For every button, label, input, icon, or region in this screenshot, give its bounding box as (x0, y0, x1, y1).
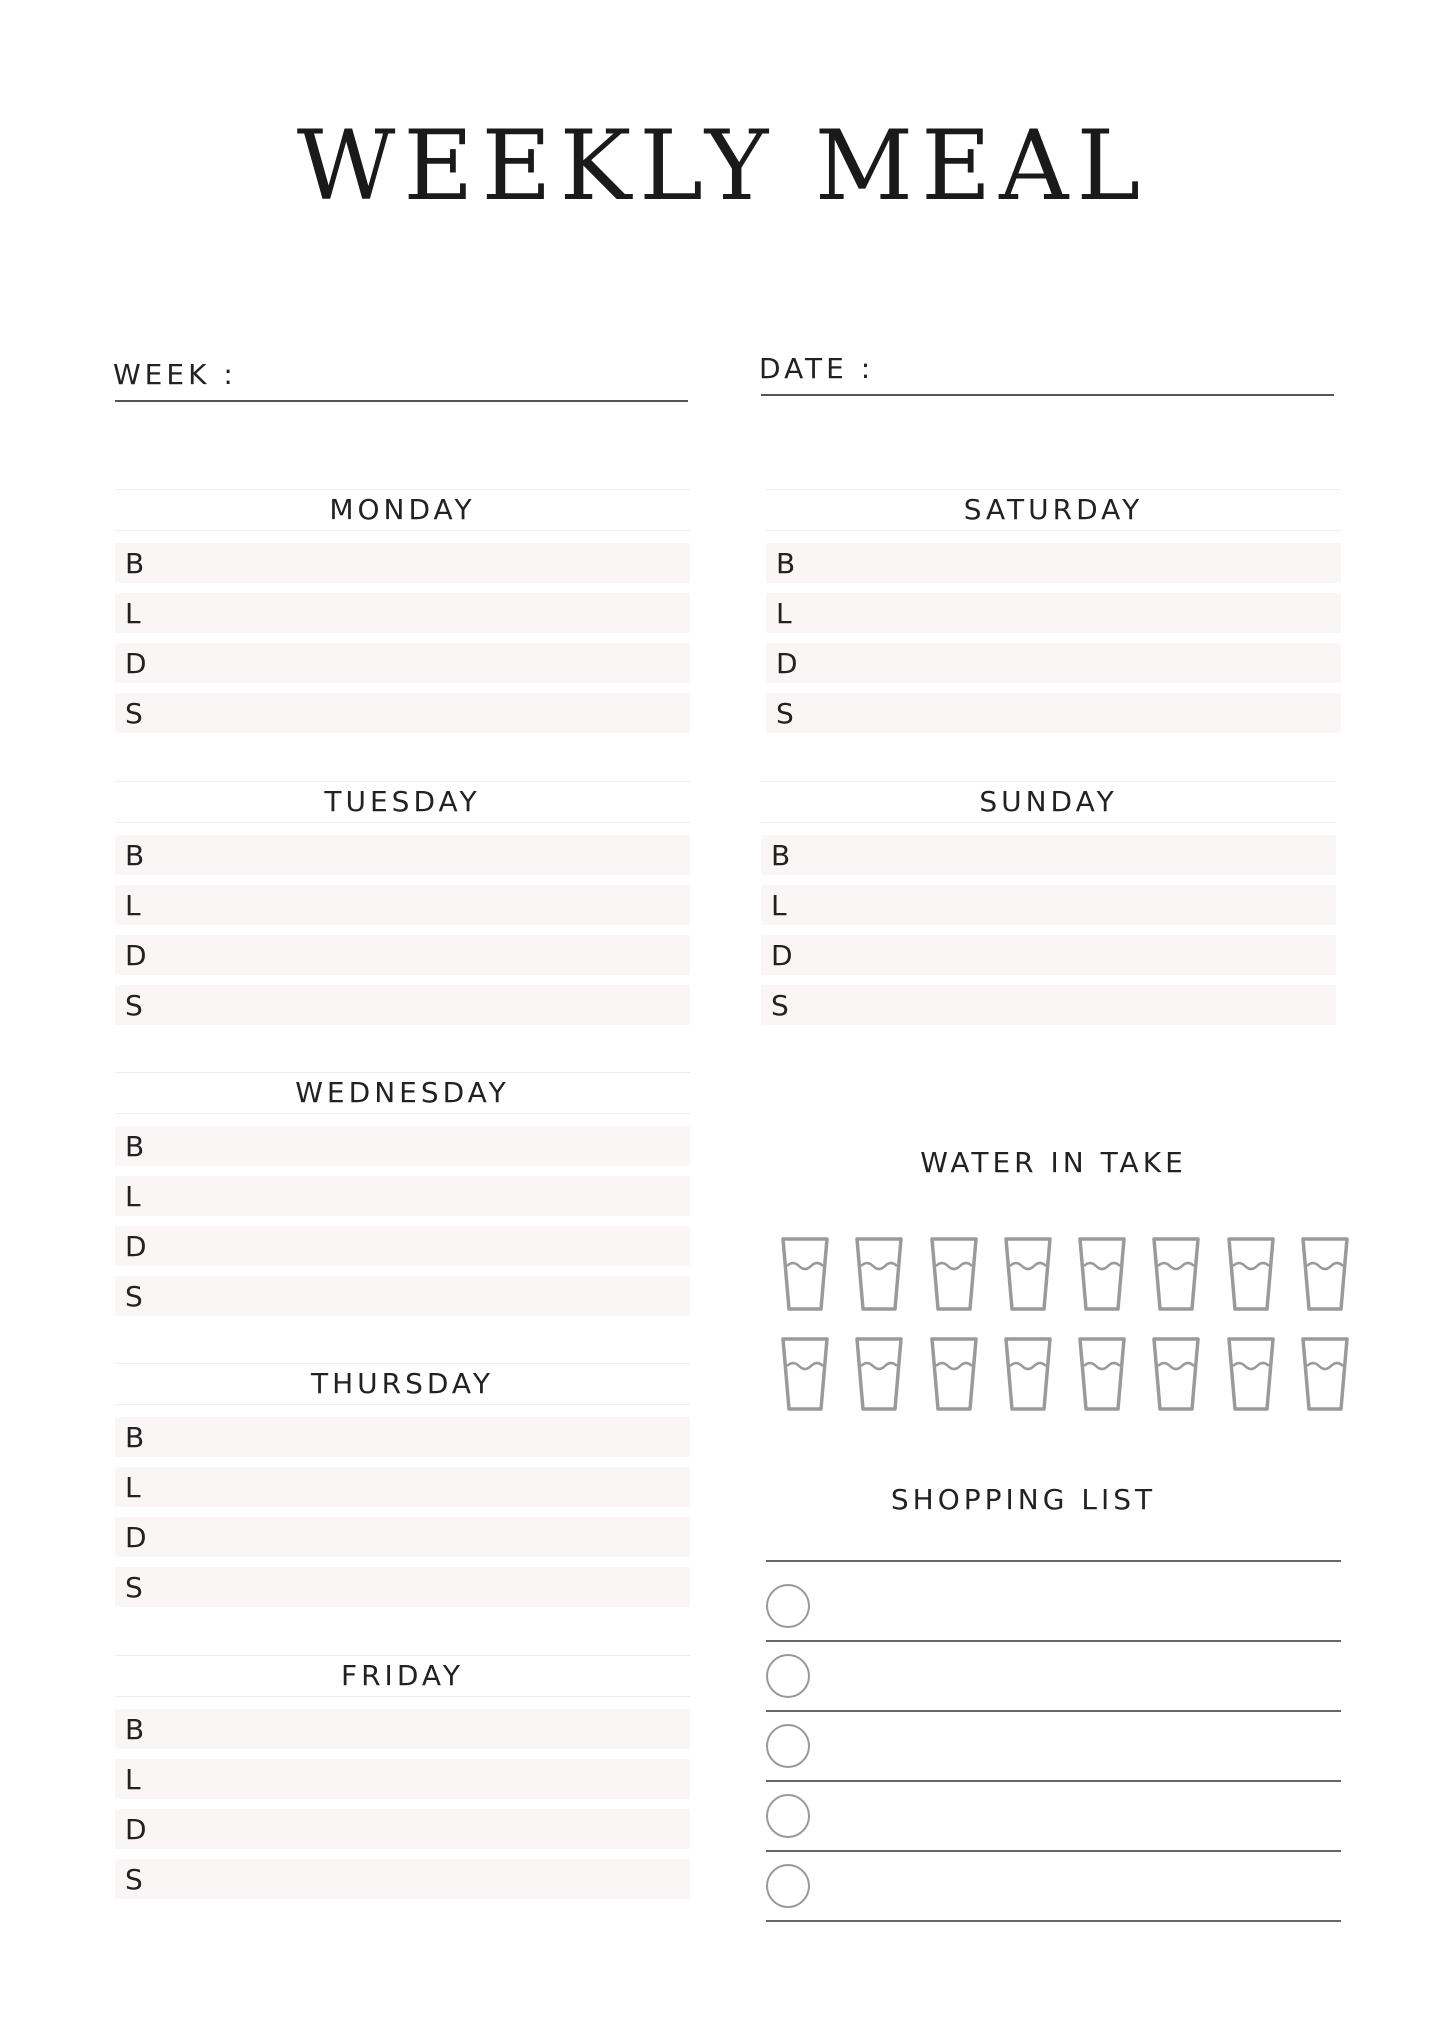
meal-row-snack[interactable] (761, 985, 1336, 1025)
meal-label: B (125, 1129, 145, 1163)
shopping-list-item[interactable] (766, 1712, 1341, 1782)
meal-row-dinner[interactable] (115, 935, 690, 975)
shopping-list (766, 1560, 1341, 1922)
water-glass-icon[interactable] (780, 1336, 830, 1412)
meal-row-dinner[interactable] (766, 643, 1341, 683)
water-glass-icon[interactable] (1077, 1236, 1127, 1312)
meal-label: D (125, 1812, 147, 1846)
meal-label: D (771, 938, 793, 972)
meal-label: D (125, 1229, 147, 1263)
page-title: WEEKLY MEAL (296, 110, 1149, 222)
checkbox-circle-icon[interactable] (766, 1654, 810, 1698)
meal-label: B (125, 1712, 145, 1746)
water-glass-icon[interactable] (1226, 1236, 1276, 1312)
water-glass-icon[interactable] (929, 1336, 979, 1412)
meal-label: B (125, 838, 145, 872)
meal-label: L (125, 1470, 141, 1504)
water-glass-icon[interactable] (854, 1236, 904, 1312)
meal-row-lunch[interactable] (115, 885, 690, 925)
water-glass-icon[interactable] (1300, 1236, 1350, 1312)
meal-row-breakfast[interactable] (115, 543, 690, 583)
meal-label: D (776, 646, 798, 680)
checkbox-circle-icon[interactable] (766, 1794, 810, 1838)
shopping-list-item[interactable] (766, 1782, 1341, 1852)
day-tuesday (115, 781, 690, 1035)
shopping-list-item[interactable] (766, 1572, 1341, 1642)
meal-row-lunch[interactable] (115, 1759, 690, 1799)
meal-row-lunch[interactable] (115, 593, 690, 633)
meal-label: L (125, 596, 141, 630)
water-glasses (780, 1236, 1350, 1436)
day-sunday (761, 781, 1336, 1035)
meal-label: B (776, 546, 796, 580)
water-glass-icon[interactable] (929, 1236, 979, 1312)
meal-label: S (771, 988, 789, 1022)
day-title: WEDNESDAY (115, 1072, 690, 1114)
water-glass-icon[interactable] (1151, 1336, 1201, 1412)
meal-label: B (125, 1420, 145, 1454)
meal-row-lunch[interactable] (115, 1467, 690, 1507)
day-friday (115, 1655, 690, 1909)
water-intake-title: WATER IN TAKE (920, 1146, 1187, 1179)
day-title: FRIDAY (115, 1655, 690, 1697)
day-monday (115, 489, 690, 743)
meal-label: B (771, 838, 791, 872)
meal-label: S (125, 988, 143, 1022)
day-title: MONDAY (115, 489, 690, 531)
meal-row-snack[interactable] (115, 1567, 690, 1607)
week-label: WEEK : (113, 358, 237, 391)
checkbox-circle-icon[interactable] (766, 1864, 810, 1908)
date-label: DATE : (759, 352, 875, 385)
meal-row-breakfast[interactable] (115, 1417, 690, 1457)
meal-row-breakfast[interactable] (115, 1709, 690, 1749)
shopping-list-item[interactable] (766, 1642, 1341, 1712)
meal-row-snack[interactable] (766, 693, 1341, 733)
checkbox-circle-icon[interactable] (766, 1724, 810, 1768)
meal-label: D (125, 1520, 147, 1554)
meal-row-breakfast[interactable] (115, 835, 690, 875)
meal-row-dinner[interactable] (115, 1517, 690, 1557)
day-title: SATURDAY (766, 489, 1341, 531)
water-glass-icon[interactable] (854, 1336, 904, 1412)
meal-label: S (125, 1570, 143, 1604)
meal-label: L (125, 1762, 141, 1796)
meal-row-dinner[interactable] (761, 935, 1336, 975)
meal-label: L (125, 1179, 141, 1213)
day-title: TUESDAY (115, 781, 690, 823)
water-glass-icon[interactable] (1300, 1336, 1350, 1412)
meal-row-breakfast[interactable] (761, 835, 1336, 875)
meal-label: L (771, 888, 787, 922)
day-title: THURSDAY (115, 1363, 690, 1405)
water-glass-icon[interactable] (1003, 1336, 1053, 1412)
meal-label: S (125, 696, 143, 730)
checkbox-circle-icon[interactable] (766, 1584, 810, 1628)
meal-row-dinner[interactable] (115, 1809, 690, 1849)
meal-row-breakfast[interactable] (115, 1126, 690, 1166)
meal-row-snack[interactable] (115, 1276, 690, 1316)
day-saturday (766, 489, 1341, 743)
meal-row-dinner[interactable] (115, 643, 690, 683)
day-wednesday (115, 1072, 690, 1326)
meal-row-lunch[interactable] (761, 885, 1336, 925)
date-input-line[interactable] (761, 394, 1334, 396)
meal-label: D (125, 938, 147, 972)
day-thursday (115, 1363, 690, 1617)
water-glass-icon[interactable] (1077, 1336, 1127, 1412)
shopping-list-top-line (766, 1560, 1341, 1562)
meal-label: L (776, 596, 792, 630)
meal-row-breakfast[interactable] (766, 543, 1341, 583)
meal-label: S (776, 696, 794, 730)
meal-row-snack[interactable] (115, 693, 690, 733)
meal-label: L (125, 888, 141, 922)
water-glass-icon[interactable] (1003, 1236, 1053, 1312)
water-glass-icon[interactable] (1226, 1336, 1276, 1412)
week-input-line[interactable] (115, 400, 688, 402)
meal-label: D (125, 646, 147, 680)
meal-label: S (125, 1279, 143, 1313)
shopping-list-item[interactable] (766, 1852, 1341, 1922)
day-title: SUNDAY (761, 781, 1336, 823)
glass-row (780, 1236, 1350, 1312)
shopping-list-title: SHOPPING LIST (890, 1483, 1157, 1516)
meal-row-dinner[interactable] (115, 1226, 690, 1266)
meal-row-snack[interactable] (115, 1859, 690, 1899)
water-glass-icon[interactable] (1151, 1236, 1201, 1312)
glass-row (780, 1336, 1350, 1412)
meal-row-lunch[interactable] (766, 593, 1341, 633)
meal-label: B (125, 546, 145, 580)
meal-row-snack[interactable] (115, 985, 690, 1025)
water-glass-icon[interactable] (780, 1236, 830, 1312)
meal-row-lunch[interactable] (115, 1176, 690, 1216)
meal-label: S (125, 1862, 143, 1896)
